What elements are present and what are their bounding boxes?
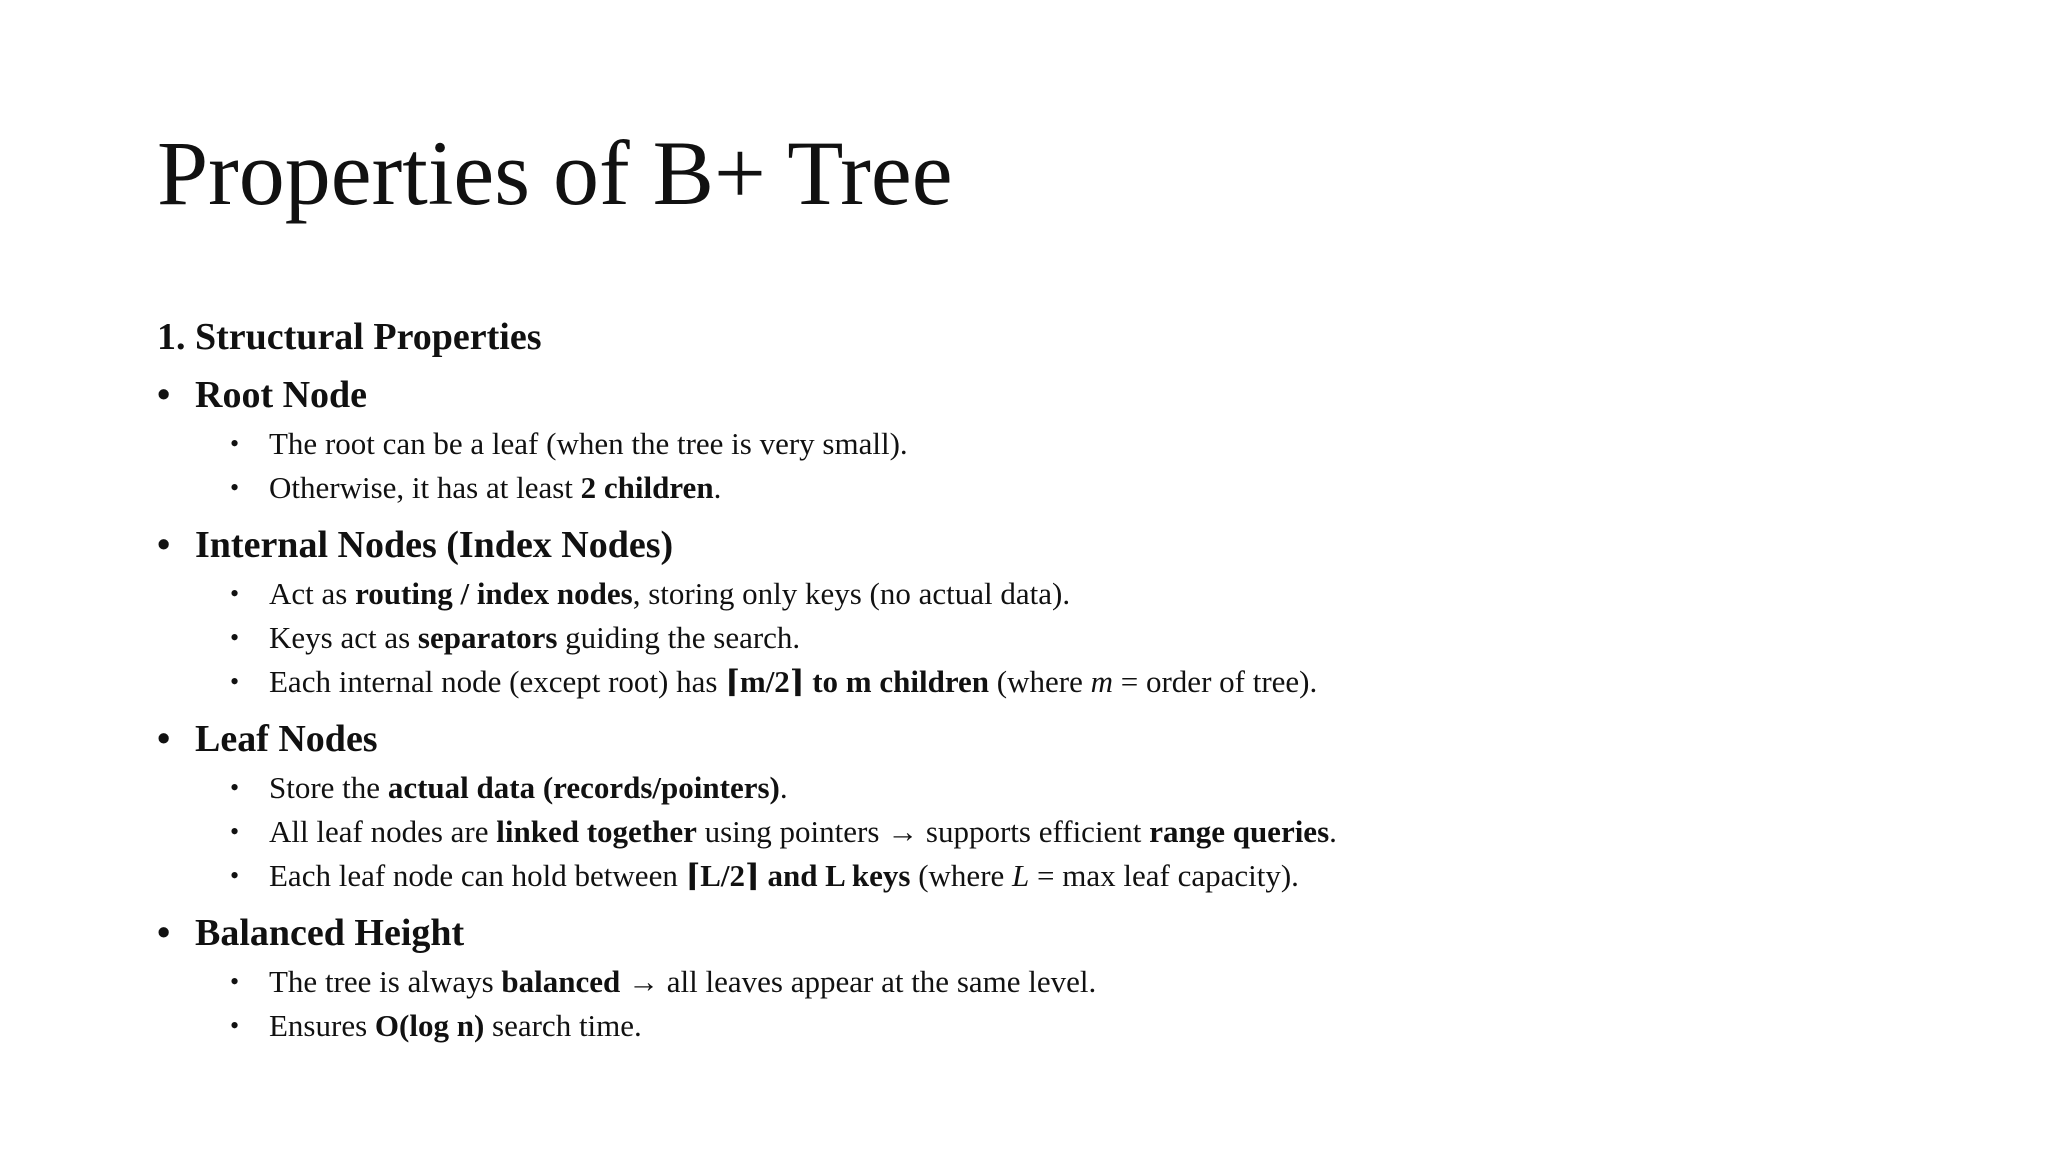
item-text: Store the bbox=[269, 770, 388, 805]
item-text: search time. bbox=[484, 1008, 642, 1043]
list-item bbox=[157, 960, 1957, 1004]
item-text: → all leaves appear at the same level. bbox=[620, 964, 1097, 999]
root-node-subitems bbox=[157, 422, 1957, 510]
item-emphasis: linked together bbox=[496, 814, 697, 849]
internal-nodes-heading: Internal Nodes (Index Nodes) bbox=[195, 524, 674, 566]
item-text: Ensures bbox=[269, 1008, 375, 1043]
item-text: . bbox=[1329, 814, 1337, 849]
list-item bbox=[157, 766, 1957, 810]
item-text: Keys act as bbox=[269, 620, 418, 655]
bullet-icon: • bbox=[157, 718, 171, 760]
bullet-icon: • bbox=[230, 623, 240, 652]
bullet-icon: • bbox=[157, 912, 171, 954]
item-text: Otherwise, it has at least bbox=[269, 470, 581, 505]
bullet-icon: • bbox=[230, 967, 240, 996]
item-emphasis: O(log n) bbox=[374, 1008, 485, 1043]
slide-title: Properties of B+ Tree bbox=[157, 122, 953, 224]
item-emphasis: routing / index nodes bbox=[355, 576, 633, 611]
bullet-icon: • bbox=[230, 473, 240, 502]
item-emphasis: actual data (records/pointers) bbox=[387, 770, 780, 805]
section-heading: 1. Structural Properties bbox=[157, 316, 542, 358]
item-text: Each internal node (except root) has bbox=[269, 664, 726, 699]
item-emphasis: ⌈m/2⌉ to m children bbox=[725, 664, 990, 699]
item-text: The tree is always bbox=[269, 964, 502, 999]
balanced-height-heading: Balanced Height bbox=[195, 912, 465, 954]
bullet-leaf-nodes bbox=[157, 714, 1957, 764]
list-item bbox=[157, 810, 1957, 854]
bullet-root-node bbox=[157, 370, 1957, 420]
item-text: = order of tree). bbox=[1113, 664, 1318, 699]
bullet-balanced-height bbox=[157, 908, 1957, 958]
item-text: . bbox=[779, 770, 788, 805]
item-emphasis: range queries bbox=[1149, 814, 1330, 849]
item-text: All leaf nodes are bbox=[269, 814, 497, 849]
item-text: , storing only keys (no actual data). bbox=[632, 576, 1071, 611]
slide-content bbox=[157, 312, 1957, 1058]
list-item bbox=[157, 854, 1957, 898]
list-item bbox=[157, 660, 1957, 704]
bullet-internal-nodes bbox=[157, 520, 1957, 570]
item-text: = max leaf capacity). bbox=[1029, 858, 1299, 893]
internal-nodes-subitems bbox=[157, 572, 1957, 704]
item-italic: L bbox=[1012, 858, 1030, 893]
item-italic: m bbox=[1090, 664, 1113, 699]
bullet-icon: • bbox=[157, 374, 171, 416]
bullet-icon: • bbox=[230, 1011, 240, 1040]
leaf-nodes-heading: Leaf Nodes bbox=[195, 718, 378, 760]
item-emphasis: ⌈L/2⌉ and L keys bbox=[685, 858, 911, 893]
bullet-icon: • bbox=[230, 817, 240, 846]
list-item bbox=[157, 422, 1957, 466]
item-emphasis: 2 children bbox=[580, 470, 714, 505]
item-emphasis: balanced bbox=[501, 964, 621, 999]
balanced-height-subitems bbox=[157, 960, 1957, 1048]
item-text: Each leaf node can hold between bbox=[269, 858, 686, 893]
item-text: (where bbox=[989, 664, 1091, 699]
list-item bbox=[157, 1004, 1957, 1048]
item-text: The root can be a leaf (when the tree is very small). bbox=[269, 426, 908, 461]
bullet-icon: • bbox=[230, 667, 240, 696]
item-text: Act as bbox=[269, 576, 356, 611]
bullet-icon: • bbox=[157, 524, 171, 566]
bullet-icon: • bbox=[230, 861, 240, 890]
bullet-icon: • bbox=[230, 579, 240, 608]
root-node-heading: Root Node bbox=[195, 374, 368, 416]
item-text: (where bbox=[910, 858, 1013, 893]
bullet-icon: • bbox=[230, 773, 240, 802]
item-text: using pointers → supports efficient bbox=[696, 814, 1150, 849]
item-text: . bbox=[713, 470, 722, 505]
bullet-icon: • bbox=[230, 429, 240, 458]
list-item bbox=[157, 616, 1957, 660]
item-text: guiding the search. bbox=[557, 620, 801, 655]
list-item bbox=[157, 572, 1957, 616]
leaf-nodes-subitems bbox=[157, 766, 1957, 898]
item-emphasis: separators bbox=[417, 620, 558, 655]
list-item bbox=[157, 466, 1957, 510]
